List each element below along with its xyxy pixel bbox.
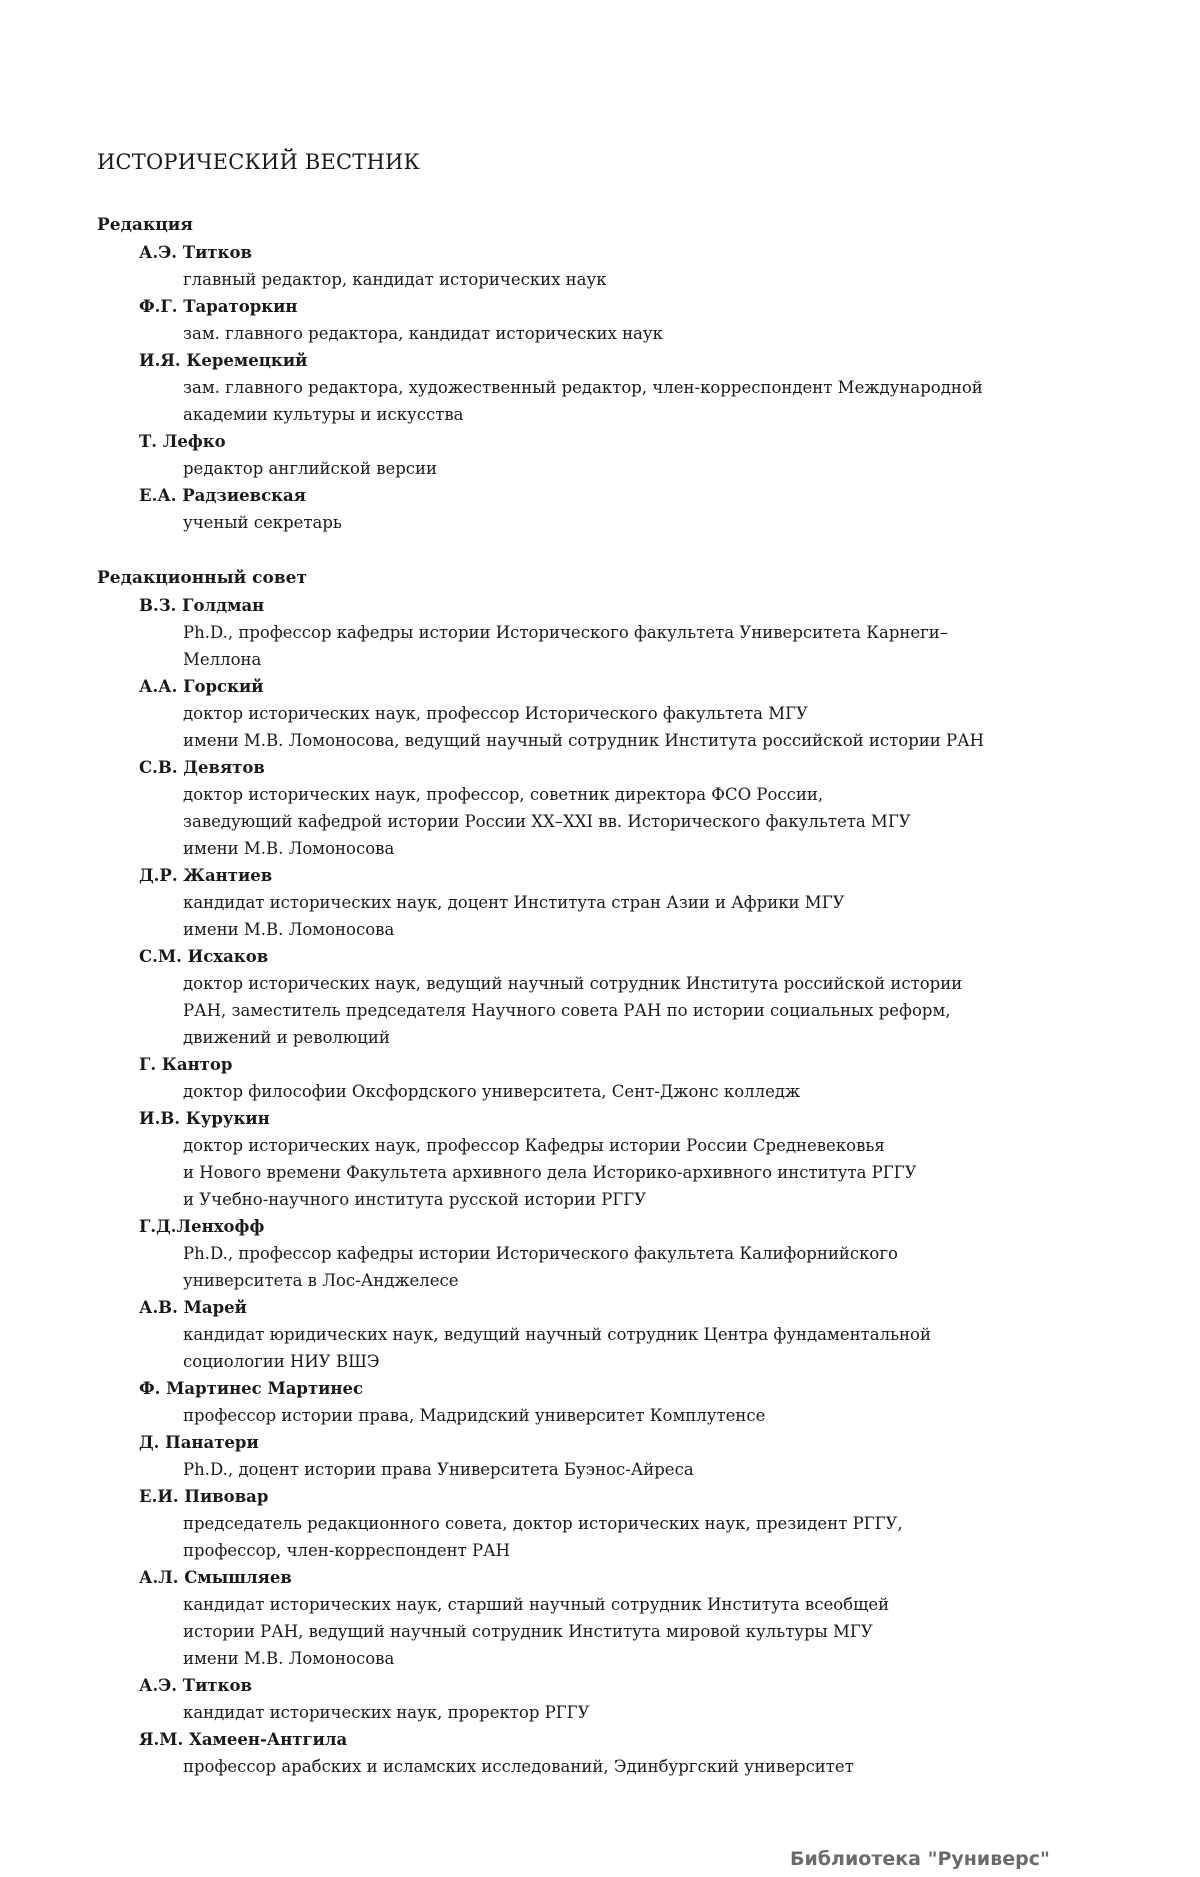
member-description: доктор исторических наук, профессор, советник директора ФСО России, заведующий кафедрой истории России XX–XXI вв. Исторического факультета МГУ имени М.В. Ломоносова [183, 785, 911, 858]
library-watermark: Библиотека "Руниверс" [790, 1848, 1050, 1870]
member-entry [97, 754, 1097, 862]
member-description: доктор исторических наук, профессор Исторического факультета МГУ имени М.В. Ломоносова, ведущий научный сотрудник Института российской истории РАН [183, 704, 984, 750]
member-description: Ph.D., доцент истории права Университета Буэнос-Айреса [183, 1460, 694, 1479]
member-name: С.М. Исхаков [139, 947, 269, 966]
member-name: Г.Д.Ленхофф [139, 1217, 265, 1236]
member-name: А.Л. Смышляев [139, 1568, 292, 1587]
member-description: кандидат юридических наук, ведущий научный сотрудник Центра фундаментальной социологии НИУ ВШЭ [183, 1325, 931, 1371]
member-entry [97, 1429, 1097, 1483]
member-description: ученый секретарь [183, 513, 342, 532]
member-entry [97, 1375, 1097, 1429]
member-description: зам. главного редактора, художественный редактор, член-корреспондент Международной академии культуры и искусства [183, 378, 983, 424]
member-name: Я.М. Хамеен-Антгила [139, 1730, 348, 1749]
member-entry [97, 482, 1097, 536]
member-name: Ф.Г. Тараторкин [139, 297, 298, 316]
member-entry [97, 1213, 1097, 1294]
member-description: профессор арабских и исламских исследований, Эдинбургский университет [183, 1757, 854, 1776]
member-name: И.В. Курукин [139, 1109, 270, 1128]
member-entry [97, 1105, 1097, 1213]
member-name: Д. Панатери [139, 1433, 259, 1452]
member-name: Г. Кантор [139, 1055, 233, 1074]
member-name: А.А. Горский [139, 677, 264, 696]
section-title: Редакция [97, 215, 193, 235]
member-description: кандидат исторических наук, старший научный сотрудник Института всеобщей истории РАН, ведущий научный сотрудник Института мировой культуры МГУ имени М.В. Ломоносова [183, 1595, 890, 1668]
member-name: И.Я. Керемецкий [139, 351, 308, 370]
member-entry [97, 293, 1097, 347]
editorial-board-section [97, 565, 1097, 1780]
member-name: А.Э. Титков [139, 1676, 252, 1695]
member-name: Д.Р. Жантиев [139, 866, 273, 885]
member-description: редактор английской версии [183, 459, 438, 478]
member-entry [97, 592, 1097, 673]
member-entry [97, 1483, 1097, 1564]
member-entry [97, 1726, 1097, 1780]
member-description: зам. главного редактора, кандидат исторических наук [183, 324, 663, 343]
member-description: Ph.D., профессор кафедры истории Исторического факультета Калифорнийского университета в Лос-Анджелесе [183, 1244, 898, 1290]
journal-title: ИСТОРИЧЕСКИЙ ВЕСТНИК [97, 150, 420, 174]
member-description: Ph.D., профессор кафедры истории Исторического факультета Университета Карнеги– Меллона [183, 623, 949, 669]
member-description: профессор истории права, Мадридский университет Комплутенсе [183, 1406, 766, 1425]
member-name: Е.А. Радзиевская [139, 486, 306, 505]
member-name: С.В. Девятов [139, 758, 265, 777]
member-entry [97, 1564, 1097, 1672]
member-entry [97, 1051, 1097, 1105]
masthead-page [97, 150, 1097, 1780]
member-entry [97, 428, 1097, 482]
member-description: доктор исторических наук, профессор Кафедры истории России Средневековья и Нового времени Факультета архивного дела Историко-архивного института РГГУ и Учебно-научного института русской истории РГГУ [183, 1136, 917, 1209]
member-entry [97, 1294, 1097, 1375]
section-title: Редакционный совет [97, 568, 308, 588]
member-entry [97, 239, 1097, 293]
member-description: доктор философии Оксфордского университета, Сент-Джонс колледж [183, 1082, 801, 1101]
masthead-sections [97, 212, 1097, 1780]
member-description: кандидат исторических наук, доцент Института стран Азии и Африки МГУ имени М.В. Ломоносова [183, 893, 845, 939]
member-name: Ф. Мартинес Мартинес [139, 1379, 364, 1398]
member-entry [97, 943, 1097, 1051]
member-entry [97, 862, 1097, 943]
member-entry [97, 1672, 1097, 1726]
member-description: председатель редакционного совета, доктор исторических наук, президент РГГУ, профессор, член-корреспондент РАН [183, 1514, 903, 1560]
member-name: А.В. Марей [139, 1298, 247, 1317]
member-entry [97, 347, 1097, 428]
member-entry [97, 673, 1097, 754]
member-description: кандидат исторических наук, проректор РГГУ [183, 1703, 590, 1722]
member-name: Т. Лефко [139, 432, 226, 451]
member-name: В.З. Голдман [139, 596, 265, 615]
member-description: главный редактор, кандидат исторических наук [183, 270, 607, 289]
editorial-staff-section [97, 212, 1097, 536]
member-description: доктор исторических наук, ведущий научный сотрудник Института российской истории РАН, заместитель председателя Научного совета РАН по истории социальных реформ, движений и революций [183, 974, 963, 1047]
member-name: А.Э. Титков [139, 243, 252, 262]
member-name: Е.И. Пивовар [139, 1487, 269, 1506]
